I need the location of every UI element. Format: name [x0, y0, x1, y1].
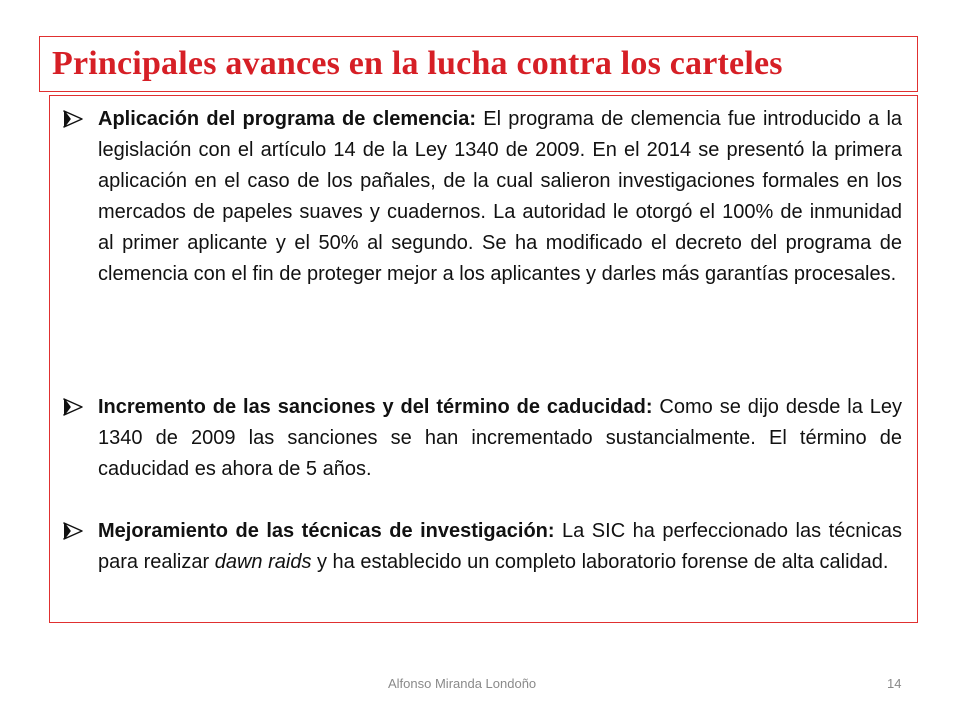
bullet-item-clemencia [62, 104, 902, 290]
title-box [39, 36, 918, 92]
arrow-bullet-icon [62, 110, 84, 128]
bullet-body: Como se dijo desde la Ley 1340 de 2009 las sanciones se han incrementado sustancialmente. El término de caducidad es ahora de 5 años. [98, 396, 902, 480]
bullet-body-italic: dawn raids [214, 551, 312, 573]
bullet-heading: Mejoramiento de las técnicas de investigación: [98, 520, 555, 542]
bullet-body: El programa de clemencia fue introducido a la legislación con el artículo 14 de la Ley 1340 de 2009. En el 2014 se presentó la primera aplicación en el caso de los pañales, de la cual salieron investigaciones formales en los mercados de papeles suaves y cuadernos. La autoridad le otorgó el 100% de inmunidad al primer aplicante y el 50% al segundo. Se ha modificado el decreto del programa de clemencia con el fin de proteger mejor a los aplicantes y darles más garantías procesales. [98, 108, 903, 285]
bullet-text [98, 104, 902, 290]
content-box [49, 95, 918, 623]
bullet-item-tecnicas [62, 516, 902, 578]
bullet-body-after: y ha establecido un completo laboratorio forense de alta calidad. [311, 551, 889, 573]
arrow-bullet-icon [62, 522, 84, 540]
bullet-text [98, 392, 902, 485]
slide-title: Principales avances en la lucha contra los carteles [52, 45, 783, 82]
bullet-heading: Incremento de las sanciones y del término de caducidad: [98, 396, 653, 418]
bullet-item-sanciones [62, 392, 902, 485]
bullet-text [98, 516, 902, 578]
bullet-heading: Aplicación del programa de clemencia: [98, 108, 477, 130]
footer-author: Alfonso Miranda Londoño [388, 676, 537, 691]
footer-page-number: 14 [887, 676, 902, 691]
bullet-body-before: La SIC ha perfeccionado las técnicas para realizar [98, 520, 902, 573]
arrow-bullet-icon [62, 398, 84, 416]
